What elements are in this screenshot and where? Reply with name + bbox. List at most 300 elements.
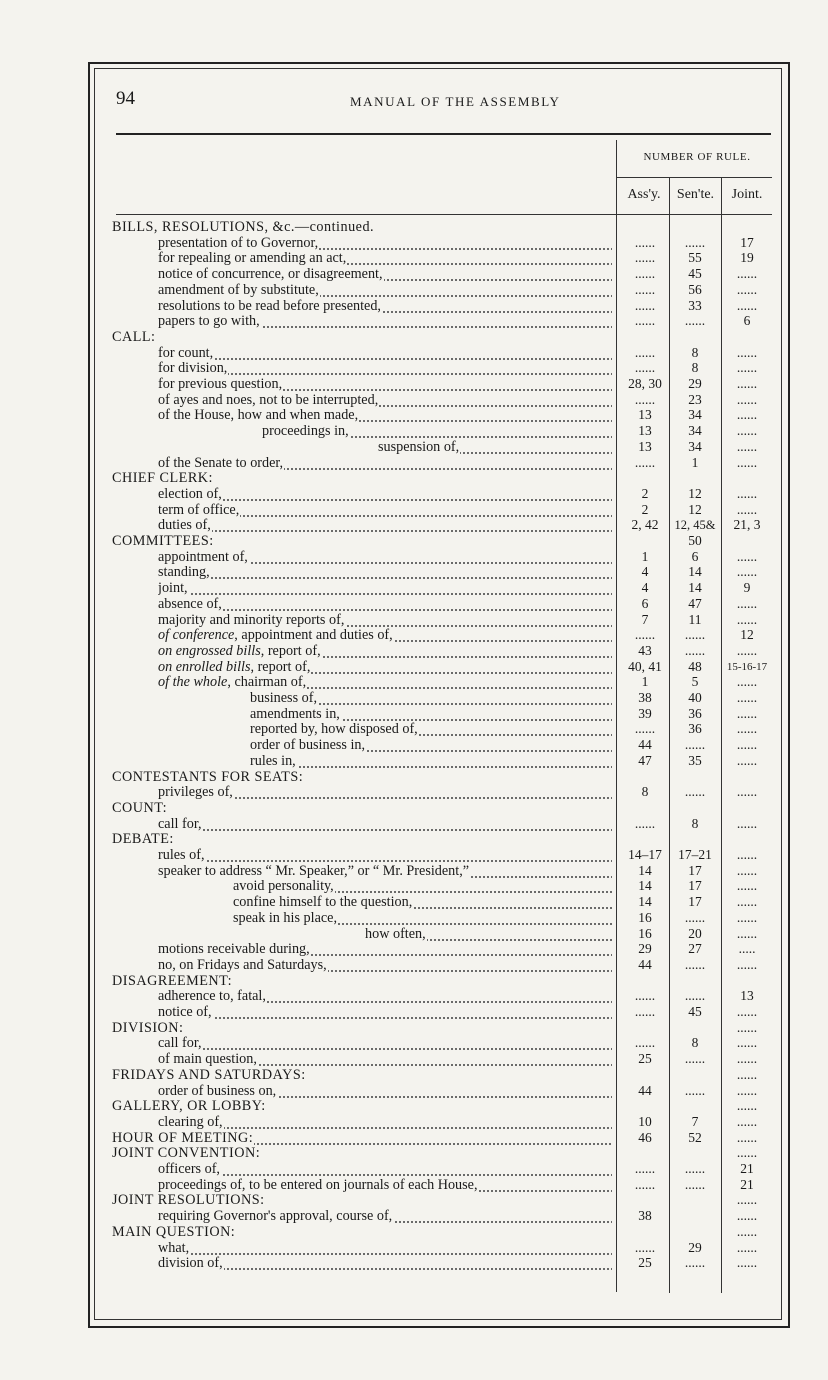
joint-rule: ...... [736,1255,758,1271]
assembly-rule: 28, 30 [628,376,662,391]
entry-label: on engrossed bills, report of, [158,642,321,659]
index-row [0,643,828,659]
column-header-assembly: Ass'y. [627,187,661,202]
index-row [0,596,828,612]
column-group-label: NUMBER OF RULE. [643,151,751,163]
assembly-rule: ...... [634,234,656,250]
entry-label: amendment of by substitute, [158,281,319,298]
section-heading-row [0,769,828,785]
index-row [0,878,828,894]
index-row [0,753,828,769]
entry-label: JOINT RESOLUTIONS: [112,1192,265,1209]
index-row [0,1035,828,1051]
assembly-rule: ...... [634,1004,656,1019]
column-header-senate: Sen'te. [676,187,715,202]
senate-rule: ...... [684,1082,706,1098]
senate-rule: ...... [684,1051,706,1067]
index-row [0,784,828,800]
index-row [0,313,828,329]
entry-label: CALL: [112,328,156,345]
entry-label: election of, [158,485,222,502]
assembly-rule: ...... [634,815,656,831]
joint-rule: ...... [736,266,758,282]
senate-rule: 55 [688,250,702,266]
senate-rule: ...... [684,1255,706,1271]
entry-label: DISAGREEMENT: [112,972,233,989]
section-heading-row [0,1145,828,1161]
assembly-rule: 25 [638,1051,652,1067]
entry-label: officers of, [158,1161,220,1177]
senate-rule: ...... [684,234,706,250]
senate-rule: 17 [688,878,702,894]
joint-rule: ...... [736,1129,758,1145]
assembly-rule: 4 [641,580,649,596]
entry-label: DIVISION: [112,1019,184,1036]
index-row [0,360,828,376]
index-row [0,1208,828,1224]
assembly-rule: 10 [638,1113,652,1129]
joint-rule: ...... [736,878,758,894]
index-row [0,580,828,596]
joint-rule: ...... [736,894,758,910]
index-row [0,1255,828,1271]
entry-label: clearing of, [158,1113,223,1130]
assembly-rule: 1 [641,548,649,564]
index-row [0,549,828,565]
assembly-rule: 14 [638,894,652,910]
entry-label: of the Senate to order, [158,454,284,471]
assembly-rule: 2, 42 [631,517,659,533]
section-heading-row [0,1192,828,1208]
index-row [0,706,828,722]
assembly-rule: ...... [634,360,656,376]
joint-rule: ...... [736,1239,758,1255]
entry-label: appointment of, [158,548,248,565]
senate-rule: 34 [688,438,702,454]
joint-rule: ...... [736,847,758,862]
joint-rule: ...... [736,909,758,925]
section-heading-row [0,1098,828,1114]
assembly-rule: 29 [638,941,652,957]
entry-label: privileges of, [158,784,233,801]
entry-label: for division, [158,360,228,377]
entry-label: order of business in, [250,737,366,754]
joint-rule: ...... [736,281,758,297]
section-heading-row [0,533,828,549]
entry-label: resolutions to be read before presented, [158,297,381,314]
senate-rule: 40 [688,690,702,705]
assembly-rule: 8 [641,784,649,800]
entry-label: for count, [158,344,214,361]
section-heading-row [0,1130,828,1146]
assembly-rule: 13 [638,423,652,439]
index-row [0,863,828,879]
entry-label: division of, [158,1255,223,1272]
joint-rule: ...... [736,925,758,941]
section-heading-row [0,219,828,235]
section-heading-row [0,329,828,345]
senate-rule: 6 [691,548,699,564]
assembly-rule: ...... [634,627,656,643]
assembly-rule: 16 [638,925,652,941]
senate-rule: 50 [688,533,702,548]
page-number: 94 [116,88,135,109]
entry-label: suspension of, [378,438,460,455]
senate-rule: 7 [691,1113,699,1129]
entry-label: JOINT CONVENTION: [112,1145,261,1162]
senate-rule: 8 [691,1035,699,1051]
senate-rule: 45 [688,266,702,282]
joint-rule: ...... [736,1066,758,1082]
entry-label: GALLERY, OR LOBBY: [112,1098,266,1115]
entry-label: reported by, how disposed of, [250,721,418,738]
senate-rule: 17–21 [678,847,712,862]
joint-rule: 12 [740,627,754,643]
senate-rule: ...... [684,956,706,972]
senate-rule: 36 [688,705,702,721]
senate-rule: 29 [688,376,702,391]
index-row [0,486,828,502]
entry-label: for previous question, [158,376,283,392]
joint-rule: 21 [740,1176,754,1192]
section-heading-row [0,800,828,816]
senate-rule: ...... [684,737,706,753]
joint-rule: ...... [736,501,758,517]
assembly-rule: ...... [634,988,656,1004]
joint-rule: 9 [743,580,751,596]
joint-rule: ...... [736,1035,758,1051]
senate-rule: ...... [684,642,706,658]
assembly-rule: 2 [641,485,649,501]
assembly-rule: 13 [638,438,652,454]
entry-label: of the House, how and when made, [158,407,359,424]
index-row [0,1177,828,1193]
entry-label: HOUR OF MEETING: [112,1129,254,1146]
entry-label: DEBATE: [112,831,174,848]
senate-rule: 11 [688,611,702,627]
entry-label: no, on Fridays and Saturdays, [158,956,327,973]
senate-rule: 23 [688,391,702,407]
assembly-rule: 14–17 [628,847,662,862]
senate-rule: 20 [688,925,702,941]
index-row [0,1051,828,1067]
senate-rule: 35 [688,752,702,768]
index-row [0,392,828,408]
entry-label: speak in his place, [233,909,338,926]
joint-rule: ...... [736,564,758,580]
joint-rule: ...... [736,1082,758,1098]
joint-rule: ...... [736,391,758,407]
assembly-rule: 38 [638,1208,652,1224]
assembly-rule: 44 [638,737,652,753]
section-heading-row [0,470,828,486]
senate-rule: 48 [688,658,702,674]
entry-label: of main question, [158,1051,257,1068]
assembly-rule: ...... [634,344,656,360]
index-row [0,690,828,706]
section-heading-row [0,1020,828,1036]
assembly-rule: ...... [634,313,656,329]
entry-label: proceedings of, to be entered on journals of each House, [158,1176,478,1193]
index-row [0,376,828,392]
entry-label: business of, [250,690,317,706]
joint-rule: ...... [736,595,758,611]
assembly-rule: 2 [641,501,649,517]
joint-rule: ...... [736,1192,758,1208]
entry-label: avoid personality, [233,878,334,895]
senate-rule: 17 [688,894,702,910]
entry-label: BILLS, RESOLUTIONS, &c.—continued. [112,219,375,235]
entry-label: what, [158,1239,190,1256]
index-row [0,345,828,361]
index-row [0,957,828,973]
assembly-rule: 46 [638,1129,652,1145]
index-row [0,235,828,251]
entry-label: standing, [158,564,210,581]
joint-rule: ...... [736,1145,758,1161]
senate-rule: 12 [688,501,702,517]
entry-label: confine himself to the question, [233,894,413,911]
section-heading-row [0,831,828,847]
entry-label: COMMITTEES: [112,533,214,549]
joint-rule: ...... [736,690,758,705]
senate-rule: 8 [691,344,699,360]
index-row [0,910,828,926]
joint-rule: ...... [736,956,758,972]
joint-rule: ...... [736,344,758,360]
joint-rule: ...... [736,674,758,690]
joint-rule: 17 [740,234,754,250]
entry-label: of conference, appointment and duties of, [158,627,393,644]
section-heading-row [0,1067,828,1083]
index-row [0,816,828,832]
assembly-rule: ...... [634,266,656,282]
index-row [0,737,828,753]
entry-label: speaker to address “ Mr. Speaker,” or “ Mr. President,” [158,862,470,879]
index-row [0,517,828,533]
joint-rule: 21, 3 [733,517,761,533]
joint-rule: ...... [736,485,758,501]
senate-rule: 8 [691,360,699,376]
senate-rule: 27 [688,941,702,957]
senate-rule: 34 [688,407,702,423]
column-header-joint: Joint. [731,187,763,202]
assembly-rule: ...... [634,1035,656,1051]
joint-rule: ...... [736,721,758,737]
joint-rule: ...... [736,1208,758,1224]
entry-label: on enrolled bills, report of, [158,658,311,675]
joint-rule: ...... [736,1113,758,1129]
joint-rule: ...... [736,454,758,470]
index-row [0,564,828,580]
assembly-rule: 25 [638,1255,652,1271]
assembly-rule: 1 [641,674,649,690]
senate-rule: 36 [688,721,702,737]
index-row [0,847,828,863]
entry-label: COUNT: [112,799,168,816]
joint-rule: 21 [740,1161,754,1176]
index-row [0,941,828,957]
entry-label: papers to go with, [158,313,260,330]
joint-rule: ...... [736,752,758,768]
section-heading-row [0,1224,828,1240]
entry-label: requiring Governor's approval, course of, [158,1208,393,1225]
assembly-rule: 38 [638,690,652,705]
joint-rule: 19 [740,250,754,266]
joint-rule: 13 [740,988,754,1004]
entry-label: FRIDAYS AND SATURDAYS: [112,1066,306,1083]
entry-label: majority and minority reports of, [158,611,345,628]
joint-rule: ...... [736,297,758,313]
senate-rule: 47 [688,595,702,611]
index-row [0,439,828,455]
assembly-rule: ...... [634,250,656,266]
index-row [0,721,828,737]
senate-rule: 29 [688,1239,702,1255]
senate-rule: 45 [688,1004,702,1019]
entry-label: of the whole, chairman of, [158,674,307,691]
joint-rule: ...... [736,705,758,721]
index-row [0,1004,828,1020]
joint-rule: ...... [736,862,758,878]
entry-label: motions receivable during, [158,941,310,958]
index-row [0,926,828,942]
senate-rule: ...... [684,1161,706,1176]
entry-label: joint, [158,580,188,597]
assembly-rule: ...... [634,721,656,737]
assembly-rule: ...... [634,391,656,407]
running-head: MANUAL OF THE ASSEMBLY [350,94,561,109]
assembly-rule: 43 [638,642,652,658]
assembly-rule: 39 [638,705,652,721]
assembly-rule: ...... [634,454,656,470]
entry-label: CONTESTANTS FOR SEATS: [112,768,304,785]
entry-label: duties of, [158,517,211,534]
joint-rule: ...... [736,1004,758,1019]
joint-rule: ...... [736,423,758,439]
joint-rule: ...... [736,1019,758,1035]
assembly-rule: 44 [638,1082,652,1098]
joint-rule: 15-16-17 [726,660,768,673]
joint-rule: ...... [736,737,758,753]
entry-label: proceedings in, [262,423,349,440]
index-row [0,1240,828,1256]
senate-rule: ...... [684,784,706,800]
assembly-rule: 7 [641,611,649,627]
entry-label: rules of, [158,847,205,863]
joint-rule: ...... [736,407,758,423]
entry-label: how often, [365,925,426,942]
assembly-rule: 47 [638,752,652,768]
entry-label: call for, [158,815,202,832]
joint-rule: ...... [736,1223,758,1239]
assembly-rule: ...... [634,281,656,297]
entry-label: absence of, [158,595,222,612]
index-row [0,627,828,643]
joint-rule: ...... [736,611,758,627]
senate-rule: 33 [688,297,702,313]
entry-label: notice of, [158,1004,212,1020]
joint-rule: ...... [736,1098,758,1114]
assembly-rule: 44 [638,956,652,972]
joint-rule: ...... [736,438,758,454]
senate-rule: 52 [688,1129,702,1145]
senate-rule: 56 [688,281,702,297]
entry-label: of ayes and noes, not to be interrupted, [158,391,379,408]
entry-label: CHIEF CLERK: [112,470,213,487]
assembly-rule: ...... [634,297,656,313]
section-heading-row [0,973,828,989]
index-row [0,250,828,266]
senate-rule: 17 [688,862,702,878]
index-row [0,1161,828,1177]
senate-rule: ...... [684,988,706,1004]
assembly-rule: ...... [634,1239,656,1255]
joint-rule: 6 [743,313,751,329]
senate-rule: ...... [684,909,706,925]
senate-rule: ...... [684,1176,706,1192]
entry-label: presentation of to Governor, [158,234,319,251]
index-row [0,1083,828,1099]
assembly-rule: 13 [638,407,652,423]
joint-rule: ...... [736,1051,758,1067]
senate-rule: ...... [684,627,706,643]
joint-rule: ...... [736,815,758,831]
senate-rule: ...... [684,313,706,329]
joint-rule: ..... [738,941,756,957]
entry-label: rules in, [250,752,296,769]
entry-label: term of office, [158,501,240,518]
entry-label: for repealing or amending an act, [158,250,347,267]
index-row [0,266,828,282]
index-row [0,282,828,298]
senate-rule: 8 [691,815,699,831]
assembly-rule: 40, 41 [628,658,662,674]
entry-label: amendments in, [250,705,340,722]
entry-label: notice of concurrence, or disagreement, [158,266,383,283]
senate-rule: 14 [688,580,702,596]
senate-rule: 12 [688,485,702,501]
index-row [0,659,828,675]
index-row [0,674,828,690]
assembly-rule: 6 [641,595,649,611]
senate-rule: 12, 45& [674,518,716,533]
entry-label: order of business on, [158,1082,277,1099]
entry-label: MAIN QUESTION: [112,1223,236,1240]
index-row [0,407,828,423]
index-row [0,502,828,518]
index-row [0,1114,828,1130]
assembly-rule: ...... [634,1176,656,1192]
assembly-rule: ...... [634,1161,656,1176]
index-row [0,894,828,910]
index-row [0,988,828,1004]
assembly-rule: 14 [638,878,652,894]
entry-label: call for, [158,1035,202,1052]
senate-rule: 14 [688,564,702,580]
joint-rule: ...... [736,642,758,658]
index-row [0,612,828,628]
entry-label: adherence to, fatal, [158,988,266,1005]
index-row [0,423,828,439]
joint-rule: ...... [736,784,758,800]
senate-rule: 1 [691,454,699,470]
senate-rule: 5 [691,674,699,690]
joint-rule: ...... [736,548,758,564]
senate-rule: 34 [688,423,702,439]
index-row [0,298,828,314]
joint-rule: ...... [736,376,758,391]
